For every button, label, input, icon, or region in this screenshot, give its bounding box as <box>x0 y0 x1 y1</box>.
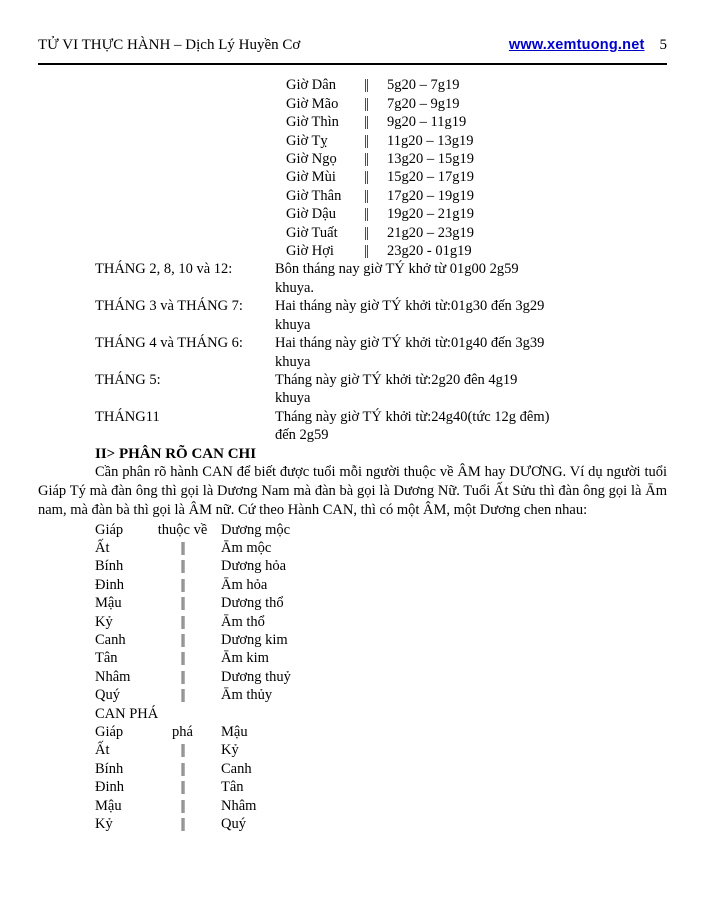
double-bar-separator: || <box>364 132 368 149</box>
can-row <box>95 686 667 704</box>
page-header <box>0 0 705 54</box>
can-pha-row <box>95 760 667 778</box>
can-element: Dương thổ <box>221 595 284 612</box>
hour-range: 7g20 – 9g19 <box>387 95 460 112</box>
can-name: Mậu <box>95 797 122 814</box>
hour-range: 23g20 - 01g19 <box>387 243 472 260</box>
double-bar-separator: || <box>180 687 185 704</box>
hour-name: Giờ Tuất <box>286 224 338 241</box>
hour-name: Giờ Dân <box>286 77 336 94</box>
hour-name: Giờ Thân <box>286 187 342 204</box>
can-name: Ất <box>95 742 110 759</box>
month-text <box>275 297 667 334</box>
hour-name: Giờ Mùi <box>286 169 336 186</box>
double-bar-separator: || <box>180 668 185 685</box>
hour-range: 13g20 – 15g19 <box>387 151 474 168</box>
month-label: THÁNG 2, 8, 10 và 12: <box>95 261 233 278</box>
month-text-line: Tháng này giờ TÝ khởi từ:2g20 đên 4g19 <box>275 371 518 388</box>
can-element: Dương mộc <box>221 521 291 538</box>
double-bar-separator: || <box>180 613 185 630</box>
can-target: Mậu <box>221 724 248 741</box>
page-content <box>0 76 705 833</box>
hour-name: Giờ Thìn <box>286 114 339 131</box>
can-row <box>95 613 667 631</box>
hour-row <box>286 150 667 168</box>
month-label: THÁNG 3 và THÁNG 7: <box>95 298 243 315</box>
hour-name: Giờ Dậu <box>286 206 336 223</box>
can-name: Bính <box>95 558 124 575</box>
hour-name: Giờ Hợi <box>286 243 334 260</box>
can-element: Ām thủy <box>221 687 273 704</box>
month-text <box>275 334 667 371</box>
can-name: Đinh <box>95 779 124 796</box>
can-target: Canh <box>221 760 252 777</box>
can-name: Giáp <box>95 724 124 741</box>
hour-row <box>286 113 667 131</box>
hour-range: 21g20 – 23g19 <box>387 224 474 241</box>
can-chi-table <box>95 521 667 705</box>
double-bar-separator: || <box>180 558 185 575</box>
hour-row <box>286 168 667 186</box>
page-number: 5 <box>659 37 667 53</box>
hour-row <box>286 224 667 242</box>
hour-range: 11g20 – 13g19 <box>387 132 474 149</box>
hour-range: 15g20 – 17g19 <box>387 169 474 186</box>
double-bar-separator: || <box>180 779 185 796</box>
double-bar-separator: || <box>180 760 185 777</box>
can-pha-row <box>95 815 667 833</box>
body-paragraph: Cần phân rõ hành CAN để biết được tuổi mỗi người thuộc về ÂM hay DƯƠNG. Ví dụ người tuổi Giáp Tý mà đàn ông thì gọi là Dương Nam mà đàn bà gọi là Dương Nữ. Tuổi Ất Sửu thì đàn ông gọi là Ām nam, mà đàn bà thì gọi là ÂM nữ. Cứ theo Hành CAN, thì có một ÂM, một Dương chen nhau: <box>38 463 667 519</box>
double-bar-separator: || <box>364 243 368 260</box>
double-bar-separator: || <box>364 114 368 131</box>
month-text-line: Tháng này giờ TÝ khởi từ:24g40(tức 12g đêm) <box>275 408 550 425</box>
can-pha-table <box>95 723 667 833</box>
can-pha-row <box>95 778 667 796</box>
can-name: Canh <box>95 631 126 648</box>
hour-name: Giờ Tỵ <box>286 132 328 149</box>
double-bar-separator: || <box>180 631 185 648</box>
month-label: THÁNG11 <box>95 408 160 425</box>
double-bar-separator: || <box>364 169 368 186</box>
can-name: Nhâm <box>95 668 131 685</box>
can-pha-row <box>95 741 667 759</box>
month-text-line: khuya. <box>275 279 315 296</box>
can-name: Kỷ <box>95 613 113 630</box>
can-relation: phá <box>172 724 193 741</box>
can-pha-row <box>95 797 667 815</box>
month-text-line: khuya <box>275 316 311 333</box>
month-text-line: Hai tháng này giờ TÝ khởi từ:01g40 đến 3g39 <box>275 335 545 352</box>
month-text <box>275 408 667 445</box>
hours-table <box>286 76 667 260</box>
can-row <box>95 557 667 575</box>
section-heading-can-chi: II> PHÂN RÕ CAN CHI <box>95 445 257 462</box>
month-row <box>95 371 667 408</box>
month-text <box>275 260 667 297</box>
can-element: Dương thuỷ <box>221 668 291 685</box>
can-pha-heading: CAN PHÁ <box>95 705 159 722</box>
double-bar-separator: || <box>364 95 368 112</box>
hour-range: 17g20 – 19g19 <box>387 187 474 204</box>
month-label: THÁNG 4 và THÁNG 6: <box>95 335 243 352</box>
can-name: Đinh <box>95 576 124 593</box>
can-element: Ām kim <box>221 650 269 667</box>
can-name: Quý <box>95 687 120 704</box>
can-target: Quý <box>221 816 246 833</box>
can-name: Kỷ <box>95 816 113 833</box>
can-element: Dương hỏa <box>221 558 287 575</box>
double-bar-separator: || <box>180 816 185 833</box>
hour-row <box>286 132 667 150</box>
can-target: Nhâm <box>221 797 257 814</box>
website-link[interactable]: www.xemtuong.net <box>508 37 645 53</box>
can-row <box>95 539 667 557</box>
hour-name: Giờ Ngọ <box>286 151 337 168</box>
hour-row <box>286 205 667 223</box>
hour-name: Giờ Mão <box>286 95 339 112</box>
month-row <box>95 408 667 445</box>
double-bar-separator: || <box>180 797 185 814</box>
can-element: Ām mộc <box>221 539 272 556</box>
can-row <box>95 594 667 612</box>
double-bar-separator: || <box>364 206 368 223</box>
can-row <box>95 631 667 649</box>
double-bar-separator: || <box>180 539 185 556</box>
months-list <box>95 260 667 444</box>
can-name: Ất <box>95 539 110 556</box>
document-title: TỬ VI THỰC HÀNH – Dịch Lý Huyền Cơ <box>38 37 301 53</box>
month-text-line: Bôn tháng nay giờ TÝ khở từ 01g00 2g59 <box>275 261 519 278</box>
month-text <box>275 371 667 408</box>
can-row <box>95 649 667 667</box>
hour-range: 5g20 – 7g19 <box>387 77 460 94</box>
can-relation: thuộc về <box>157 521 208 538</box>
month-text-line: Hai tháng này giờ TÝ khởi từ:01g30 đến 3g29 <box>275 298 545 315</box>
can-row <box>95 576 667 594</box>
hour-row <box>286 76 667 94</box>
double-bar-separator: || <box>364 77 368 94</box>
can-name: Giáp <box>95 521 124 538</box>
month-row <box>95 297 667 334</box>
double-bar-separator: || <box>364 187 368 204</box>
month-text-line: khuya <box>275 353 311 370</box>
double-bar-separator: || <box>180 742 185 759</box>
can-element: Dương kim <box>221 631 288 648</box>
can-name: Tân <box>95 650 118 667</box>
month-text-line: đến 2g59 <box>275 427 329 444</box>
can-name: Bính <box>95 760 124 777</box>
month-row <box>95 334 667 371</box>
month-label: THÁNG 5: <box>95 371 161 388</box>
header-rule <box>38 63 667 65</box>
month-text-line: khuya <box>275 390 311 407</box>
header-right <box>509 36 667 54</box>
can-name: Mậu <box>95 595 122 612</box>
hour-range: 9g20 – 11g19 <box>387 114 467 131</box>
can-target: Kỷ <box>221 742 239 759</box>
can-element: Ām thổ <box>221 613 265 630</box>
double-bar-separator: || <box>364 224 368 241</box>
hour-row <box>286 187 667 205</box>
can-pha-row <box>95 723 667 741</box>
month-row <box>95 260 667 297</box>
double-bar-separator: || <box>180 576 185 593</box>
hour-row <box>286 95 667 113</box>
can-row <box>95 668 667 686</box>
double-bar-separator: || <box>180 650 185 667</box>
can-target: Tân <box>221 779 244 796</box>
double-bar-separator: || <box>180 595 185 612</box>
hour-row <box>286 242 667 260</box>
can-element: Ām hỏa <box>221 576 268 593</box>
double-bar-separator: || <box>364 151 368 168</box>
hour-range: 19g20 – 21g19 <box>387 206 474 223</box>
can-row <box>95 521 667 539</box>
